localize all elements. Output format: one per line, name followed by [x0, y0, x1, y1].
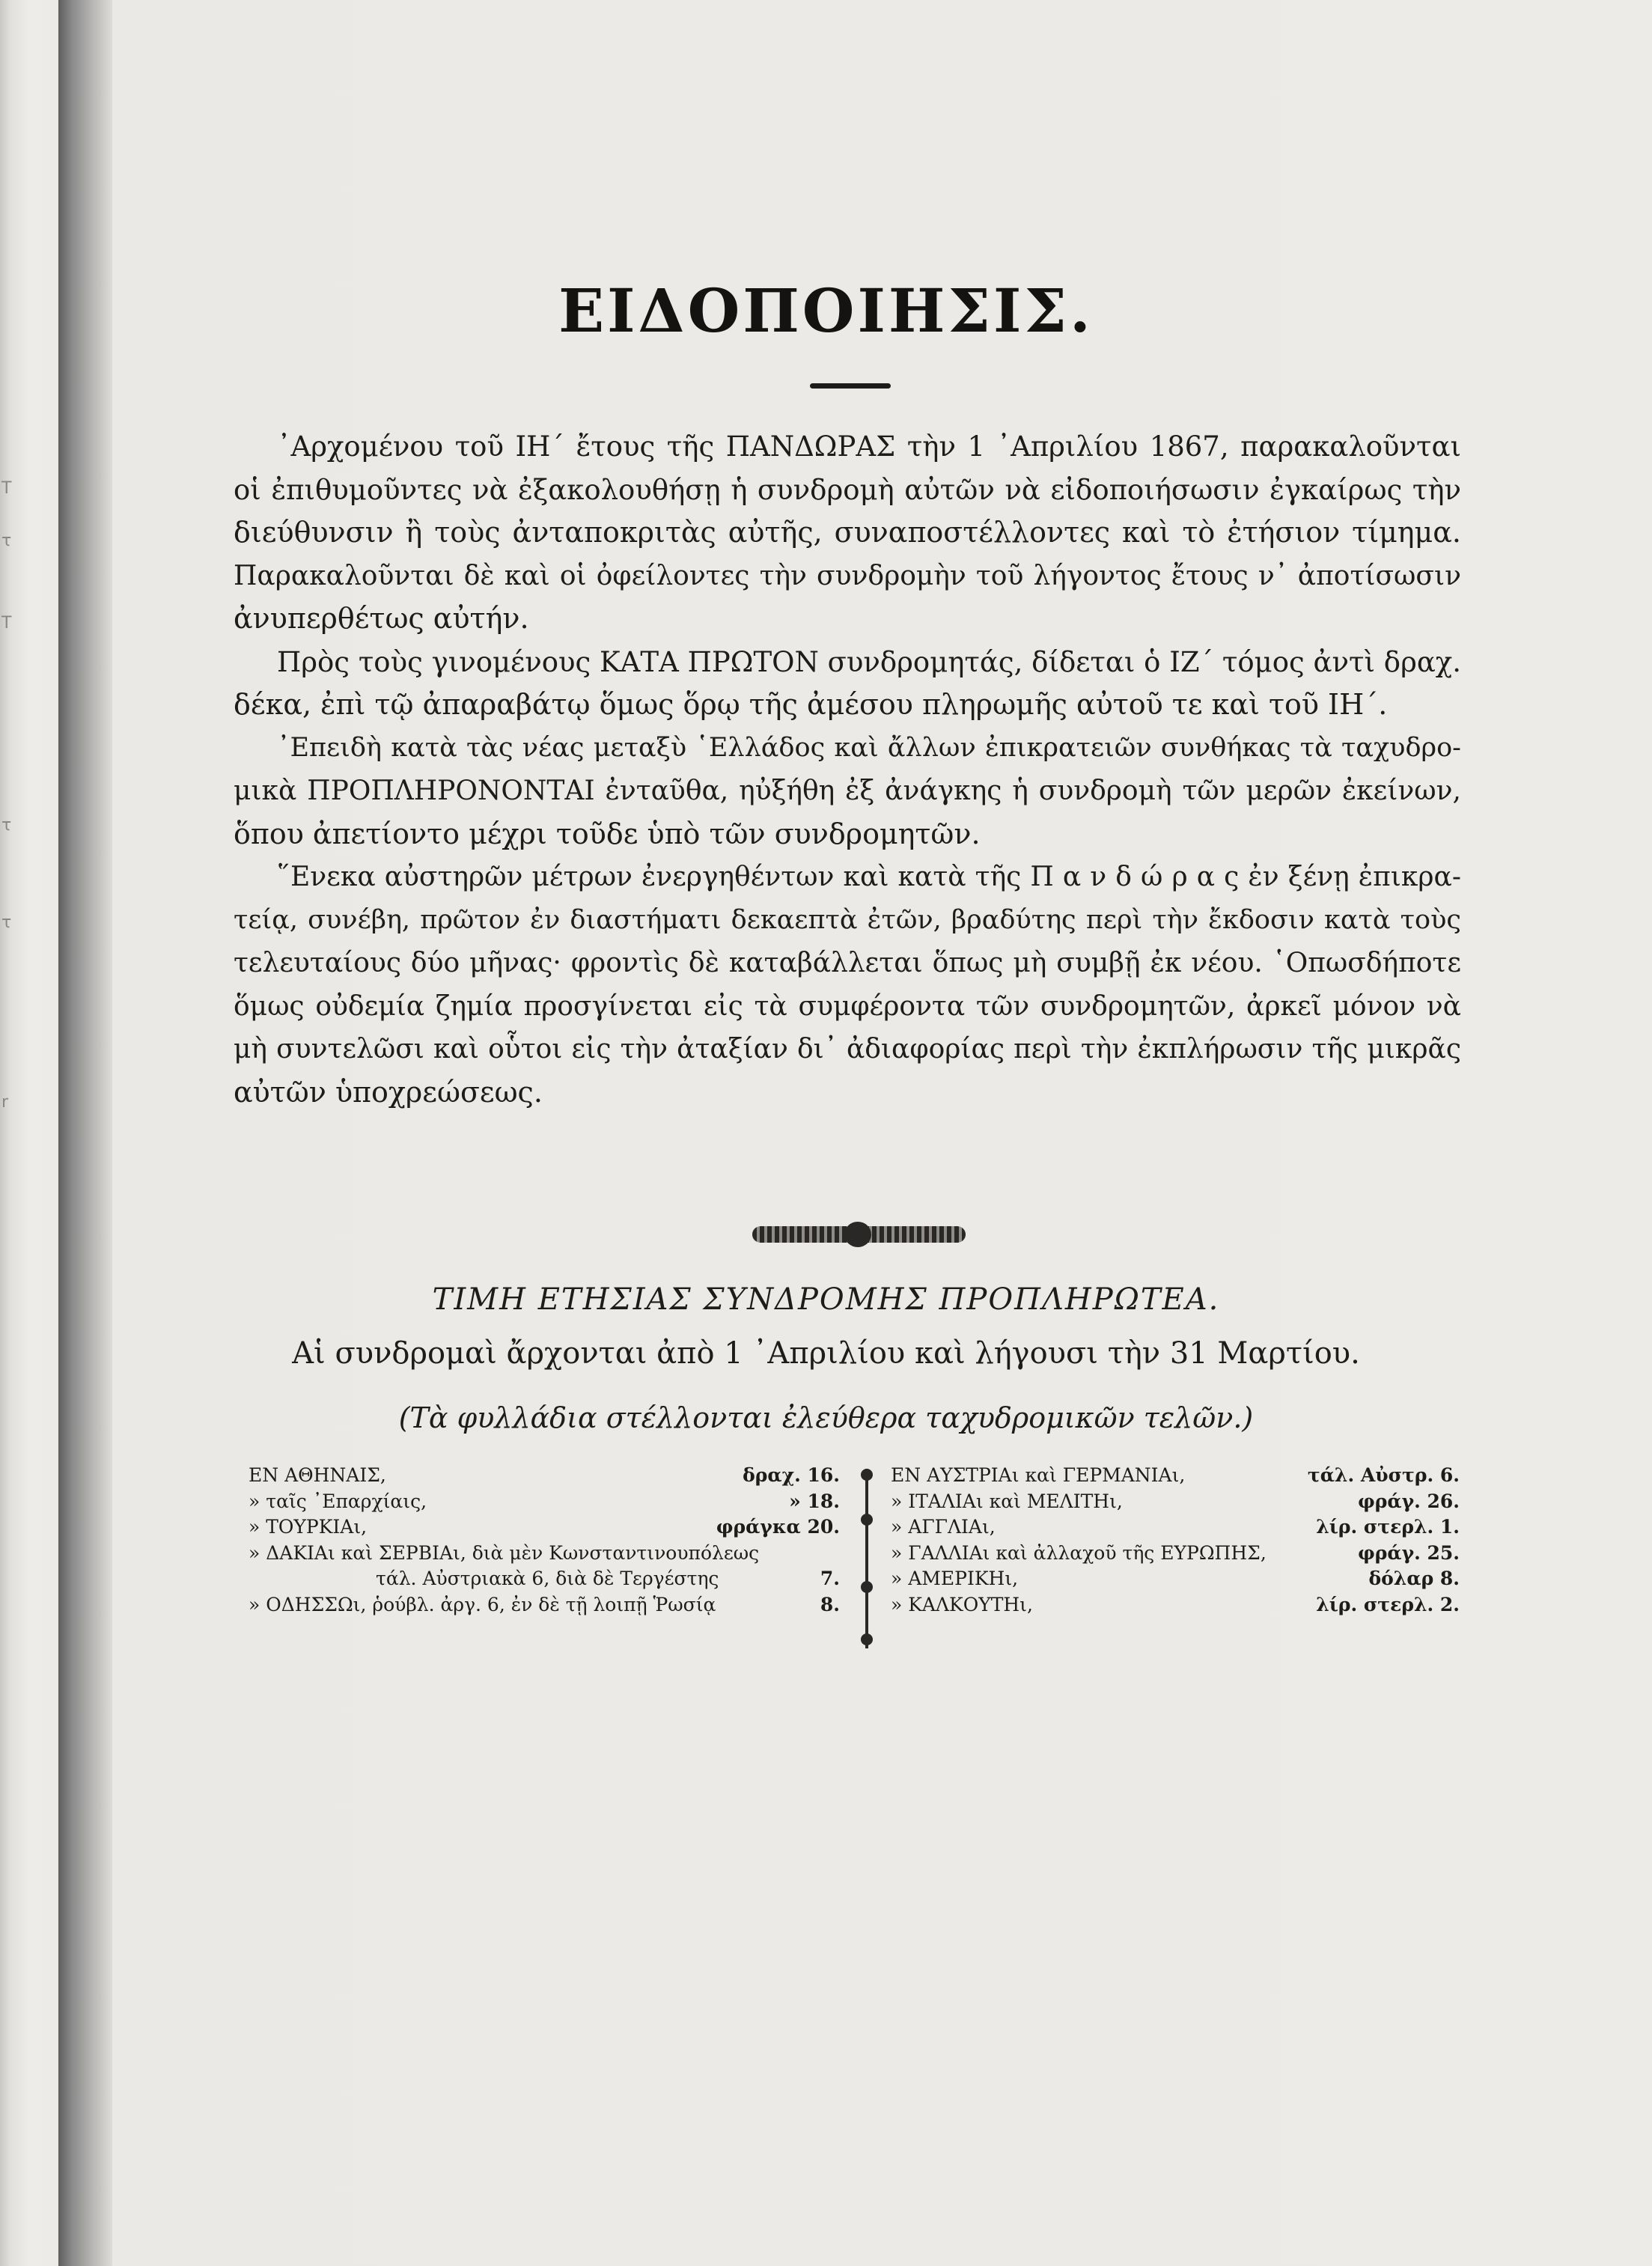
price-value: τάλ. Αὐστρ. 6. [1307, 1464, 1460, 1486]
subscription-note: (Τὰ φυλλάδια στέλλονται ἐλεύθερα ταχυδρομικῶν τελῶν.) [398, 1401, 1254, 1434]
price-place: ΕΝ ΑΥΣΤΡΙΑι καὶ ΓΕΡΜΑΝΙΑι, [891, 1464, 1186, 1486]
divider-dot [861, 1581, 873, 1593]
margin-mark: T [1, 614, 12, 633]
price-value: 8. [820, 1593, 840, 1615]
body-line: μικὰ ΠΡΟΠΛΗΡΟΝΟΝΤΑΙ ἐνταῦθα, ηὐξήθη ἐξ ἀνάγκης ἡ συνδρομὴ τῶν μερῶν ἐκείνων, [234, 776, 1461, 806]
price-row [249, 1541, 840, 1567]
price-row [249, 1463, 840, 1489]
body-line: ὅμως οὐδεμία ζημία προσγίνεται εἰς τὰ συμφέροντα τῶν συνδρομητῶν, ἀρκεῖ μόνον νὰ [234, 990, 1461, 1022]
price-value: φράγ. 25. [1358, 1541, 1460, 1564]
margin-mark: τ [1, 816, 12, 835]
body-line: τείᾳ, συνέβη, πρῶτον ἐν διαστήματι δεκαεπτὰ ἐτῶν, βραδύτης περὶ τὴν ἔκδοσιν κατὰ τοὺς [234, 904, 1461, 935]
price-value: 7. [820, 1568, 840, 1589]
price-value: φράγ. 26. [1358, 1490, 1460, 1512]
price-list-right [891, 1463, 1460, 1618]
body-line: ᾿Επειδὴ κατὰ τὰς νέας μεταξὺ ῾Ελλάδος καὶ ἄλλων ἐπικρατειῶν συνθήκας τὰ ταχυδρο- [277, 732, 1461, 763]
price-value: δραχ. 16. [743, 1464, 840, 1486]
price-row [891, 1592, 1460, 1618]
margin-mark: r [1, 1093, 9, 1112]
page-title: ΕΙΔΟΠΟΙΗΣΙΣ. [558, 275, 1094, 346]
price-place: » ΔΑΚΙΑι καὶ ΣΕΡΒΙΑι, διὰ μὲν Κωνσταντινουπόλεως [249, 1541, 760, 1564]
price-place: τάλ. Αὐστριακὰ 6, διὰ δὲ Τεργέστης [376, 1568, 719, 1589]
body-line: Πρὸς τοὺς γινομένους ΚΑΤΑ ΠΡΩΤΟΝ συνδρομητάς, δίδεται ὁ ΙΖ΄ τόμος ἀντὶ δραχ. [277, 645, 1461, 678]
price-value: » 18. [789, 1490, 840, 1512]
body-line: οἱ ἐπιθυμοῦντες νὰ ἐξακολουθήσῃ ἡ συνδρομὴ αὐτῶν νὰ εἰδοποιήσωσιν ἐγκαίρως τὴν [234, 473, 1461, 506]
body-line: τελευταίους δύο μῆνας· φροντὶς δὲ καταβάλλεται ὅπως μὴ συμβῇ ἐκ νέου. ῾Οπωσδήποτε [234, 948, 1461, 978]
subscription-dates: Αἱ συνδρομαὶ ἄρχονται ἀπὸ 1 ᾿Απριλίου καὶ λήγουσι τὴν 31 Μαρτίου. [292, 1336, 1360, 1371]
price-row [891, 1541, 1460, 1567]
price-value: φράγκα 20. [716, 1516, 840, 1538]
margin-mark: τ [1, 532, 12, 550]
price-place: ΕΝ ΑΘΗΝΑΙΣ, [249, 1464, 386, 1486]
price-place: » ΑΜΕΡΙΚΗι, [891, 1568, 1019, 1589]
price-place: » ΚΑΛΚΟΥΤΗι, [891, 1593, 1033, 1615]
price-row [891, 1514, 1460, 1541]
price-value: δόλαρ 8. [1368, 1568, 1460, 1589]
price-row [891, 1463, 1460, 1489]
column-divider-ornament [862, 1469, 871, 1648]
price-place: » ΑΓΓΛΙΑι, [891, 1516, 996, 1538]
decorative-ornament-center [844, 1222, 871, 1247]
margin-mark: τ [1, 913, 12, 932]
margin-mark: T [1, 479, 12, 498]
price-value: λίρ. στερλ. 1. [1316, 1516, 1460, 1538]
body-line: αὐτῶν ὑποχρεώσεως. [234, 1075, 543, 1109]
title-ornament-rule [810, 383, 891, 389]
price-row [249, 1592, 840, 1618]
divider-dot [861, 1469, 873, 1481]
body-line: Παρακαλοῦνται δὲ καὶ οἱ ὀφείλοντες τὴν συνδρομὴν τοῦ λήγοντος ἔτους ν᾿ ἀποτίσωσιν [234, 560, 1461, 591]
divider-dot [861, 1514, 873, 1526]
body-line: μὴ συντελῶσι καὶ οὗτοι εἰς τὴν ἀταξίαν δι᾿ ἀδιαφορίας περὶ τὴν ἐκπλήρωσιν τῆς μικρᾶς [234, 1034, 1461, 1065]
notice-body [234, 425, 1461, 1114]
price-row [891, 1566, 1460, 1592]
divider-bar [865, 1469, 868, 1648]
body-line: ῞Ενεκα αὐστηρῶν μέτρων ἐνεργηθέντων καὶ κατὰ τῆς Π α ν δ ώ ρ α ς ἐν ξένῃ ἐπικρα- [277, 862, 1461, 892]
price-list-left [249, 1463, 840, 1618]
price-row [249, 1489, 840, 1515]
price-row [249, 1514, 840, 1541]
body-line: δέκα, ἐπὶ τῷ ἀπαραβάτῳ ὅμως ὅρῳ τῆς ἀμέσου πληρωμῆς αὐτοῦ τε καὶ τοῦ ΙΗ΄. [234, 688, 1388, 721]
body-line: ὅπου ἀπετίοντο μέχρι τοῦδε ὑπὸ τῶν συνδρομητῶν. [234, 817, 981, 850]
divider-dot [861, 1633, 873, 1645]
price-value: λίρ. στερλ. 2. [1316, 1593, 1460, 1615]
price-place: » ταῖς ᾿Επαρχίαις, [249, 1490, 427, 1512]
price-row [249, 1566, 840, 1592]
price-row [891, 1489, 1460, 1515]
subscription-heading: ΤΙΜΗ ΕΤΗΣΙΑΣ ΣΥΝΔΡΟΜΗΣ ΠΡΟΠΛΗΡΩΤΕΑ. [432, 1282, 1220, 1317]
price-place: » ΟΔΗΣΣΩι, ῥούβλ. ἀργ. 6, ἐν δὲ τῇ λοιπῇ Ῥωσίᾳ [249, 1593, 716, 1615]
price-place: » ΓΑΛΛΙΑι καὶ ἀλλαχοῦ τῆς ΕΥΡΩΠΗΣ, [891, 1541, 1267, 1564]
body-line: διεύθυνσιν ἢ τοὺς ἀνταποκριτὰς αὐτῆς, συναποστέλλοντες καὶ τὸ ἐτήσιον τίμημα. [234, 516, 1461, 549]
price-place: » ΤΟΥΡΚΙΑι, [249, 1516, 368, 1538]
body-line: ᾿Αρχομένου τοῦ ΙΗ΄ ἔτους τῆς ΠΑΝΔΩΡΑΣ τὴν 1 ᾿Απριλίου 1867, παρακαλοῦνται [277, 430, 1461, 463]
body-line: ἀνυπερθέτως αὐτήν. [234, 602, 529, 635]
price-place: » ΙΤΑΛΙΑι καὶ ΜΕΛΙΤΗι, [891, 1490, 1123, 1512]
